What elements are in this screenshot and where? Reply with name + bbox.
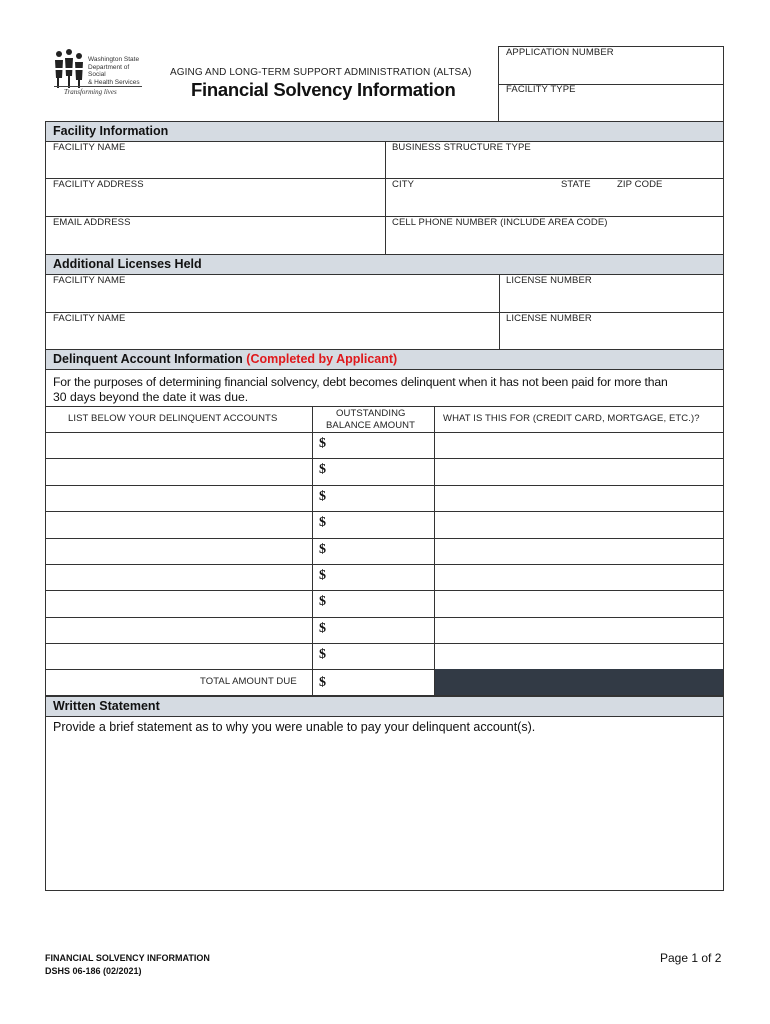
delinquent-balance-field[interactable] [313,433,433,458]
license-facility-name-label: FACILITY NAME [53,275,126,286]
application-number-label: APPLICATION NUMBER [506,47,614,58]
delinquent-account-name-field[interactable] [46,459,311,484]
license-number-label: LICENSE NUMBER [506,275,592,286]
state-label: STATE [561,179,591,190]
city-label: CITY [392,179,415,190]
email-address-label: EMAIL ADDRESS [53,217,131,228]
delinquent-balance-field[interactable] [313,512,433,537]
balance-dollar-sign: $ [319,515,326,530]
license-number-label: LICENSE NUMBER [506,313,592,324]
delinquent-account-name-field[interactable] [46,486,311,511]
balance-dollar-sign: $ [319,647,326,662]
col-balance-header-line: BALANCE AMOUNT [326,420,416,431]
delinquent-balance-field[interactable] [313,591,433,616]
delinquent-purpose-field[interactable] [435,565,723,590]
balance-dollar-sign: $ [319,542,326,557]
logo-text-line: & Health Services [88,78,140,86]
delinquent-account-name-field[interactable] [46,644,311,669]
delinquent-balance-field[interactable] [313,459,433,484]
delinquent-purpose-field[interactable] [435,512,723,537]
written-statement-heading: Written Statement [45,696,724,717]
cell-phone-label: CELL PHONE NUMBER (INCLUDE AREA CODE) [392,217,608,228]
delinquent-intro-line: 30 days beyond the date it was due. [53,390,249,404]
balance-dollar-sign: $ [319,489,326,504]
completed-by-applicant-note: (Completed by Applicant) [246,352,398,366]
delinquent-purpose-field[interactable] [435,644,723,669]
license-facility-name-label: FACILITY NAME [53,313,126,324]
balance-dollar-sign: $ [319,462,326,477]
balance-dollar-sign: $ [319,436,326,451]
logo-text-line: Department of Social [88,63,130,78]
balance-dollar-sign: $ [319,621,326,636]
page-title: Financial Solvency Information [191,79,456,100]
total-shaded-cell [435,669,723,695]
col-accounts-header: LIST BELOW YOUR DELINQUENT ACCOUNTS [68,413,278,424]
delinquent-purpose-field[interactable] [435,591,723,616]
written-statement-field[interactable] [45,716,724,891]
delinquent-balance-field[interactable] [313,486,433,511]
delinquent-account-name-field[interactable] [46,539,311,564]
delinquent-account-heading: Delinquent Account Information (Completed by Applicant) [45,349,724,370]
delinquent-account-name-field[interactable] [46,618,311,643]
balance-dollar-sign: $ [319,568,326,583]
delinquent-account-name-field[interactable] [46,433,311,458]
total-amount-field[interactable] [314,670,434,695]
facility-information-heading: Facility Information [45,121,724,142]
additional-licenses-heading: Additional Licenses Held [45,254,724,275]
delinquent-intro-line: For the purposes of determining financial solvency, debt becomes delinquent when it has not been paid for more than [53,375,668,389]
written-statement-prompt: Provide a brief statement as to why you were unable to pay your delinquent account(s). [53,720,536,734]
facility-type-label: FACILITY TYPE [506,84,576,95]
col-balance-header-line: OUTSTANDING [336,408,406,419]
delinquent-purpose-field[interactable] [435,486,723,511]
delinquent-balance-field[interactable] [313,618,433,643]
facility-name-label: FACILITY NAME [53,142,126,153]
total-amount-due-label: TOTAL AMOUNT DUE [200,676,297,687]
balance-dollar-sign: $ [319,594,326,609]
zip-code-label: ZIP CODE [617,179,663,190]
delinquent-purpose-field[interactable] [435,459,723,484]
dshs-people-icon [52,48,86,90]
facility-address-label: FACILITY ADDRESS [53,179,144,190]
delinquent-purpose-field[interactable] [435,539,723,564]
logo-tagline: Transforming lives [64,88,117,96]
delinquent-balance-field[interactable] [313,539,433,564]
col-purpose-header: WHAT IS THIS FOR (CREDIT CARD, MORTGAGE, ETC.)? [443,413,700,424]
total-dollar-sign: $ [319,675,326,690]
delinquent-account-name-field[interactable] [46,591,311,616]
footer-page-number: Page 1 of 2 [660,951,722,965]
business-structure-label: BUSINESS STRUCTURE TYPE [392,142,531,153]
footer-form-id: DSHS 06-186 (02/2021) [45,966,142,976]
dshs-logo [50,48,142,100]
delinquent-purpose-field[interactable] [435,433,723,458]
logo-text-line: Washington State [88,56,140,63]
footer-form-name: FINANCIAL SOLVENCY INFORMATION [45,953,210,963]
delinquent-balance-field[interactable] [313,565,433,590]
agency-name: AGING AND LONG-TERM SUPPORT ADMINISTRATION (ALTSA) [170,67,472,78]
delinquent-purpose-field[interactable] [435,618,723,643]
delinquent-account-name-field[interactable] [46,512,311,537]
delinquent-account-name-field[interactable] [46,565,311,590]
delinquent-balance-field[interactable] [313,644,433,669]
